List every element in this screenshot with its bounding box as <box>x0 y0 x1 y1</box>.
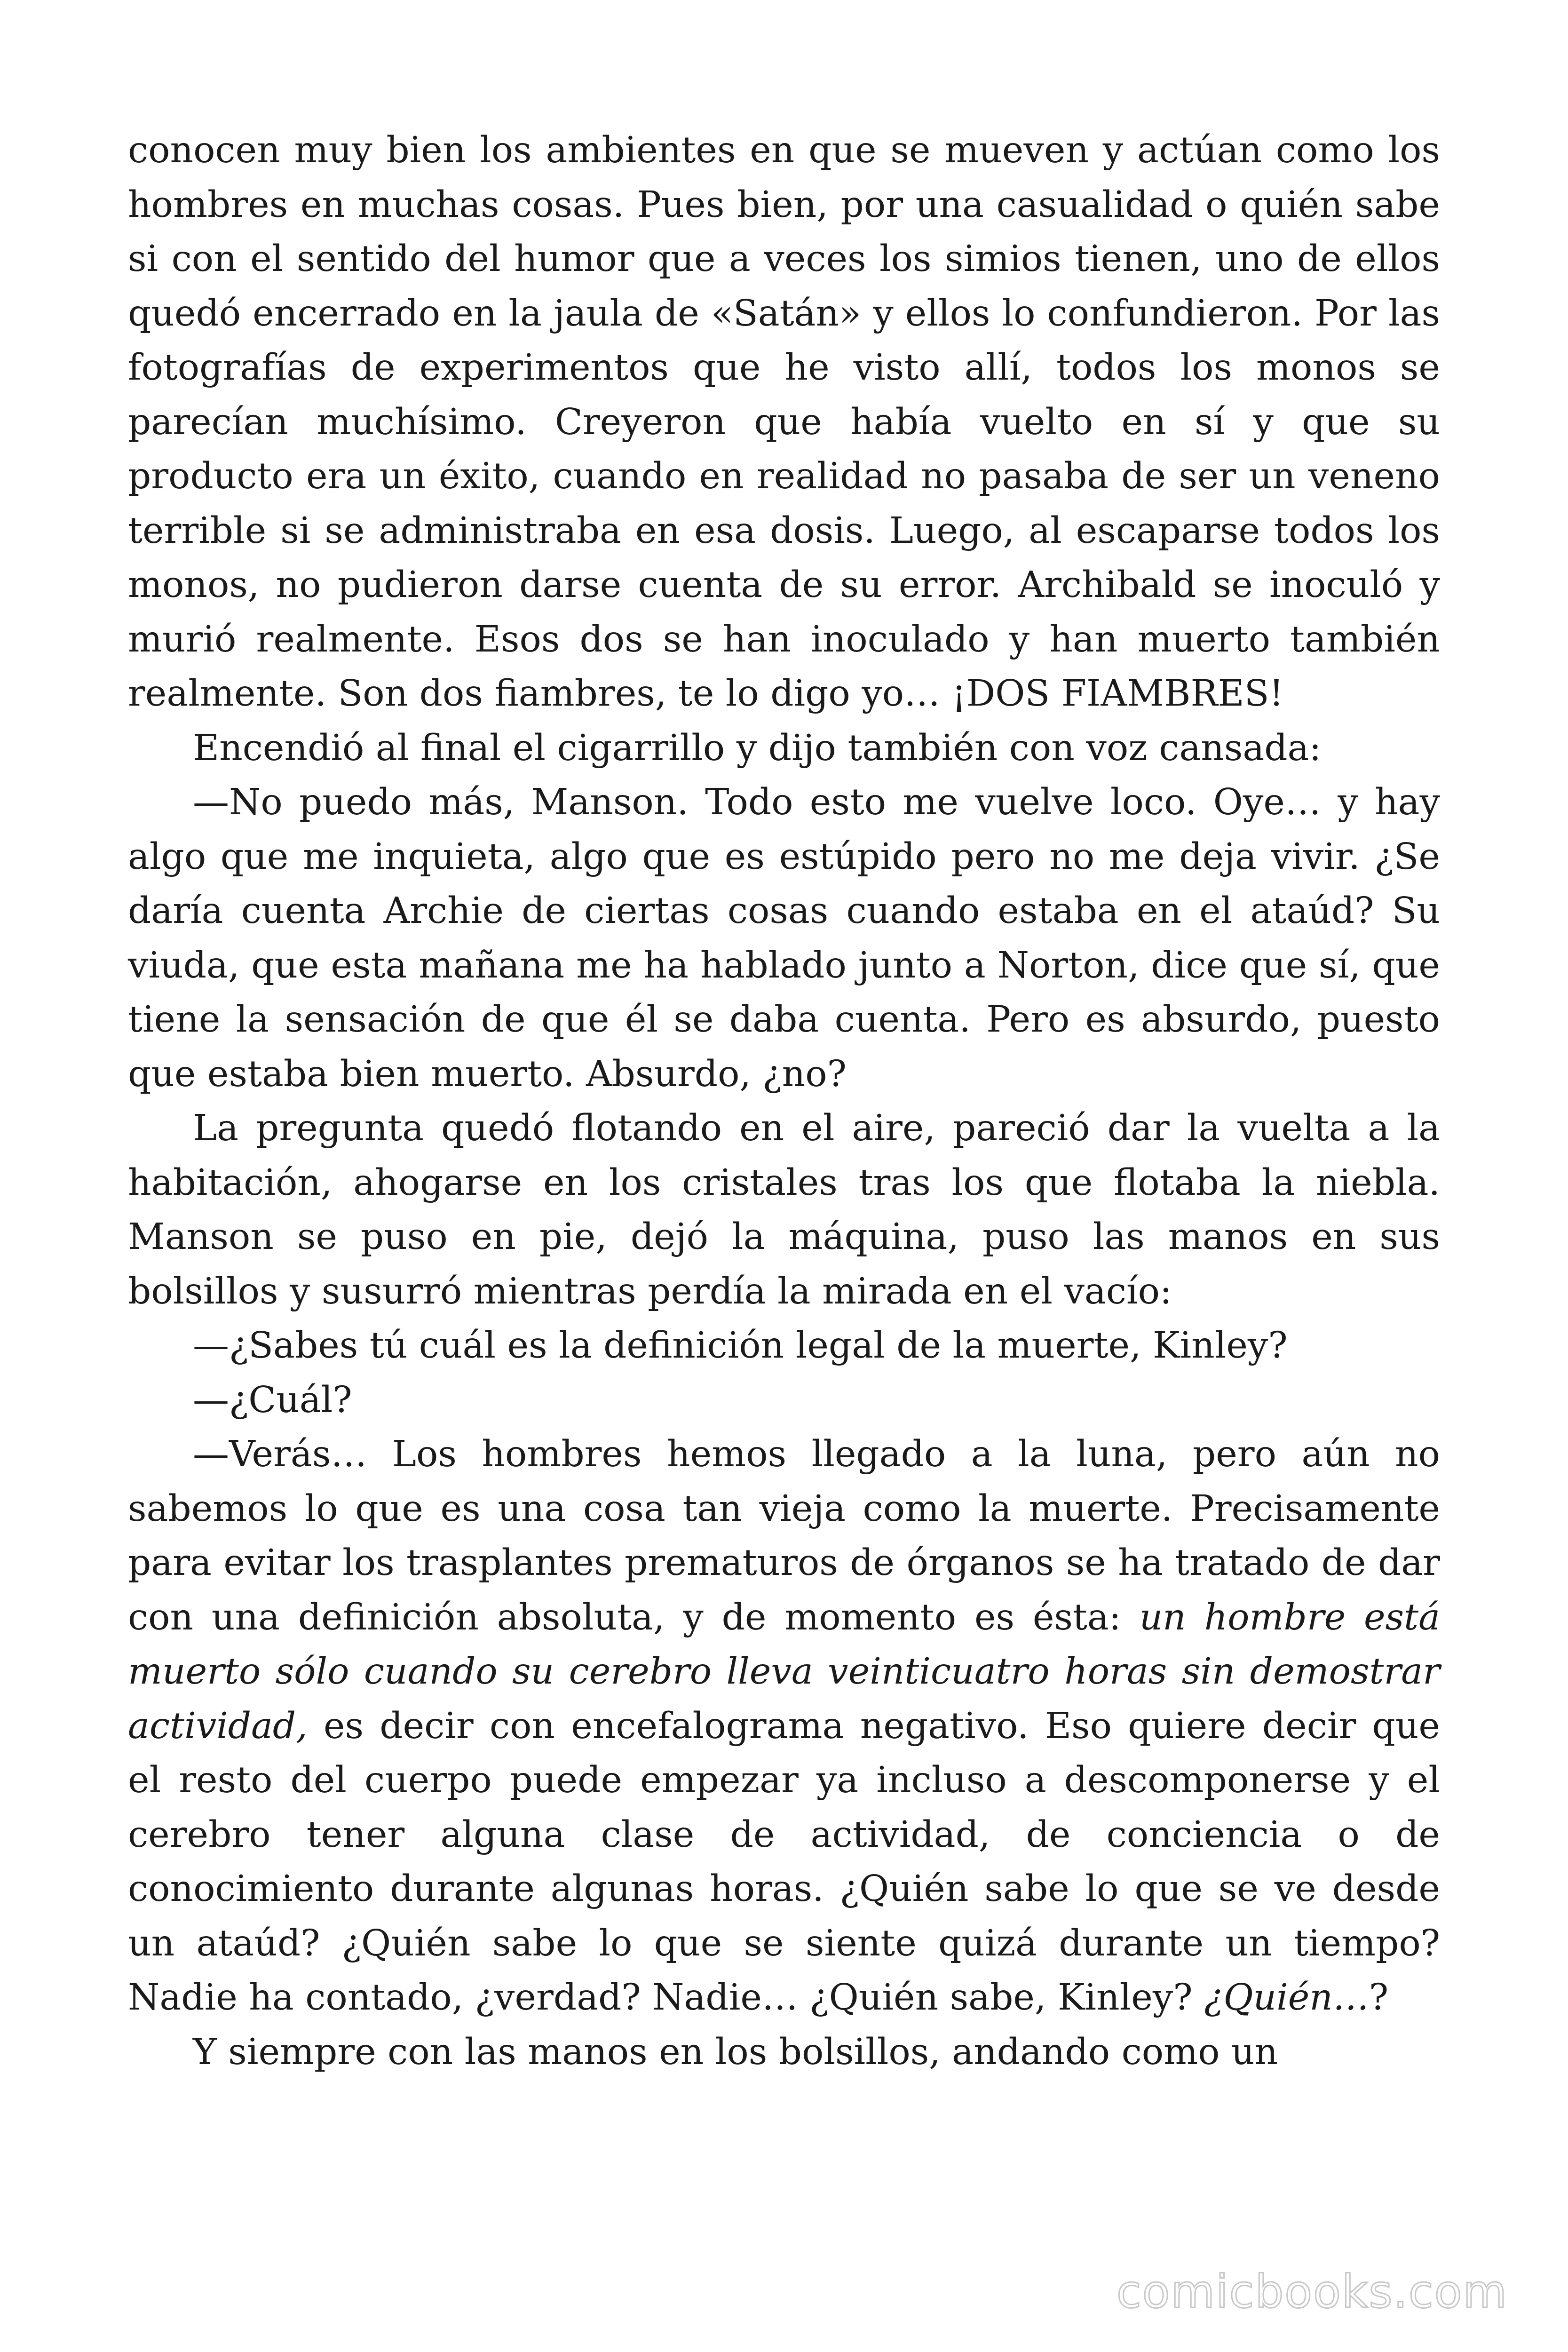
paragraph <box>128 1319 1440 1373</box>
italic-text: ¿Quién… <box>1204 1977 1369 2018</box>
text-run: es decir con encefalograma negativo. Eso quiere decir que el resto del cuerpo puede empezar ya incluso a descomponerse y el cerebro tener alguna clase de actividad, de conciencia o de conocimiento durante algunas horas. ¿Quién sabe lo que se ve desde un ataúd? ¿Quién sabe lo que se siente quizá durante un tiempo? Nadie ha contado, ¿verdad? Nadie… ¿Quién sabe, Kinley? <box>128 1705 1440 2018</box>
text-run: —¿Sabes tú cuál es la definición legal de la muerte, Kinley? <box>193 1325 1288 1367</box>
italic-text: un hombre está muerto sólo cuando su cerebro lleva veinticuatro horas sin demostrar actividad, <box>128 1596 1440 1747</box>
paragraph <box>128 775 1440 1101</box>
text-run: —Verás… Los hombres hemos llegado a la luna, pero aún no sabemos lo que es una cosa tan vieja como la muerte. Precisamente para evitar los trasplantes prematuros de órganos se ha tratado de dar con una definición absoluta, y de momento es ésta: <box>128 1433 1440 1638</box>
text-run: ? <box>1369 1977 1389 2018</box>
paragraph <box>128 1373 1440 1428</box>
text-run: conocen muy bien los ambientes en que se mueven y actúan como los hombres en muchas cosas. Pues bien, por una casualidad o quién sabe si con el sentido del humor que a veces los simios tienen, uno de ellos quedó encerrado en la jaula de «Satán» y ellos lo confundieron. Por las fotografías de experimentos que he visto allí, todos los monos se parecían muchísimo. Creyeron que había vuelto en sí y que su producto era un éxito, cuando en realidad no pasaba de ser un veneno terrible si se administraba en esa dosis. Luego, al escaparse todos los monos, no pudieron darse cuenta de su error. Archibald se inoculó y murió realmente. Esos dos se han inoculado y han muerto también realmente. Son dos fiambres, te lo digo yo… ¡DOS FIAMBRES! <box>128 129 1440 715</box>
text-run: —¿Cuál? <box>193 1379 352 1421</box>
paragraph <box>128 1427 1440 2025</box>
paragraph <box>128 123 1440 721</box>
text-run: Encendió al final el cigarrillo y dijo también con voz cansada: <box>193 727 1322 769</box>
text-run: La pregunta quedó flotando en el aire, pareció dar la vuelta a la habitación, ahogarse en los cristales tras los que flotaba la niebla. Manson se puso en pie, dejó la máquina, puso las manos en sus bolsillos y susurró mientras perdía la mirada en el vacío: <box>128 1107 1440 1312</box>
watermark: comicbooks.com <box>1116 2265 1508 2318</box>
text-run: Y siempre con las manos en los bolsillos, andando como un <box>193 2031 1278 2073</box>
paragraph <box>128 721 1440 776</box>
paragraph <box>128 1101 1440 1319</box>
body-text <box>128 123 1440 2079</box>
text-run: —No puedo más, Manson. Todo esto me vuelve loco. Oye… y hay algo que me inquieta, algo que es estúpido pero no me deja vivir. ¿Se daría cuenta Archie de ciertas cosas cuando estaba en el ataúd? Su viuda, que esta mañana me ha hablado junto a Norton, dice que sí, que tiene la sensación de que él se daba cuenta. Pero es absurdo, puesto que estaba bien muerto. Absurdo, ¿no? <box>128 781 1440 1095</box>
paragraph <box>128 2025 1440 2080</box>
